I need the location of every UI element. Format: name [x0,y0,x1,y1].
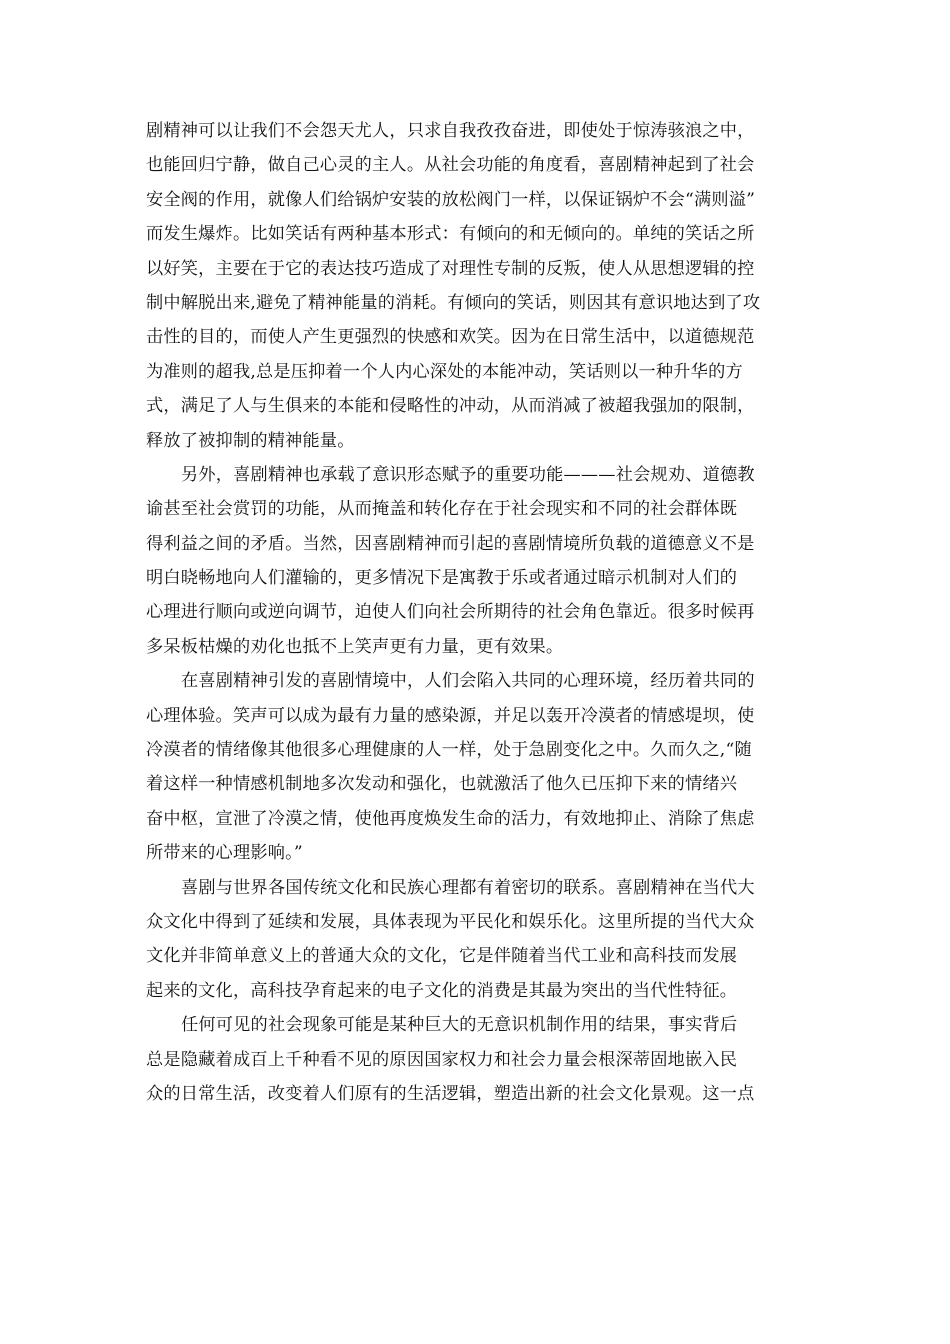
text-line: 以好笑，主要在于它的表达技巧造成了对理性专制的反叛，使人从思想逻辑的控 [146,258,755,279]
text-line: 文化并非简单意义上的普通大众的文化，它是伴随着当代工业和高科技而发展 [146,946,738,967]
text-line: 也能回归宁静，做自己心灵的主人。从社会功能的角度看，喜剧精神起到了社会 [146,155,755,176]
text-line: 总是隐藏着成百上千种看不见的原因国家权力和社会力量会根深蒂固地嵌入民 [146,1049,738,1070]
text-line: 释放了被抑制的精神能量。 [146,430,355,451]
text-line: 奋中枢，宣泄了冷漠之情，使他再度焕发生命的活力，有效地抑止、消除了焦虑 [146,808,755,829]
text-line: 击性的目的，而使人产生更强烈的快感和欢笑。因为在日常生活中，以道德规范 [146,327,755,348]
text-line: 式，满足了人与生俱来的本能和侵略性的冲动，从而消减了被超我强加的限制， [146,396,755,417]
text-line: 安全阀的作用，就像人们给锅炉安装的放松阀门一样，以保证锅炉不会“满则溢” [146,189,756,210]
text-line: 制中解脱出来,避免了精神能量的消耗。有倾向的笑话，则因其有意识地达到了攻 [146,292,761,313]
text-line: 明白晓畅地向人们灌输的，更多情况下是寓教于乐或者通过暗示机制对人们的 [146,568,738,589]
paragraph-first-line: 任何可见的社会现象可能是某种巨大的无意识机制作用的结果，事实背后 [181,1015,738,1036]
text-line: 众的日常生活，改变着人们原有的生活逻辑，塑造出新的社会文化景观。这一点 [146,1083,755,1104]
paragraph-first-line: 另外，喜剧精神也承载了意识形态赋予的重要功能———社会规劝、道德教 [181,464,755,485]
text-line: 得利益之间的矛盾。当然，因喜剧精神而引起的喜剧情境所负载的道德意义不是 [146,533,755,554]
text-line: 而发生爆炸。比如笑话有两种基本形式：有倾向的和无倾向的。单纯的笑话之所 [146,224,755,245]
text-line: 剧精神可以让我们不会怨天尤人，只求自我孜孜奋进，即使处于惊涛骇浪之中， [146,121,755,141]
text-line: 起来的文化，高科技孕育起来的电子文化的消费是其最为突出的当代性特征。 [146,980,738,1001]
text-line: 心理进行顺向或逆向调节，迫使人们向社会所期待的社会角色靠近。很多时候再 [146,602,755,623]
paragraph-first-line: 在喜剧精神引发的喜剧情境中，人们会陷入共同的心理环境，经历着共同的 [181,671,755,692]
paragraph-first-line: 喜剧与世界各国传统文化和民族心理都有着密切的联系。喜剧精神在当代大 [181,877,755,898]
text-line: 所带来的心理影响。” [146,843,303,864]
document-body [146,114,808,1111]
text-line: 冷漠者的情绪像其他很多心理健康的人一样，处于急剧变化之中。久而久之,“随 [146,740,752,761]
text-line: 谕甚至社会赏罚的功能，从而掩盖和转化存在于社会现实和不同的社会群体既 [146,499,738,520]
text-line: 为准则的超我,总是压抑着一个人内心深处的本能冲动，笑话则以一种升华的方 [146,361,743,382]
text-line: 多呆板枯燥的劝化也抵不上笑声更有力量，更有效果。 [146,636,564,657]
text-line: 着这样一种情感机制地多次发动和强化，也就激活了他久已压抑下来的情绪兴 [146,774,738,795]
text-line: 心理体验。笑声可以成为最有力量的感染源，并足以轰开冷漠者的情感堤坝，使 [146,705,755,726]
text-line: 众文化中得到了延续和发展，具体表现为平民化和娱乐化。这里所提的当代大众 [146,911,755,932]
